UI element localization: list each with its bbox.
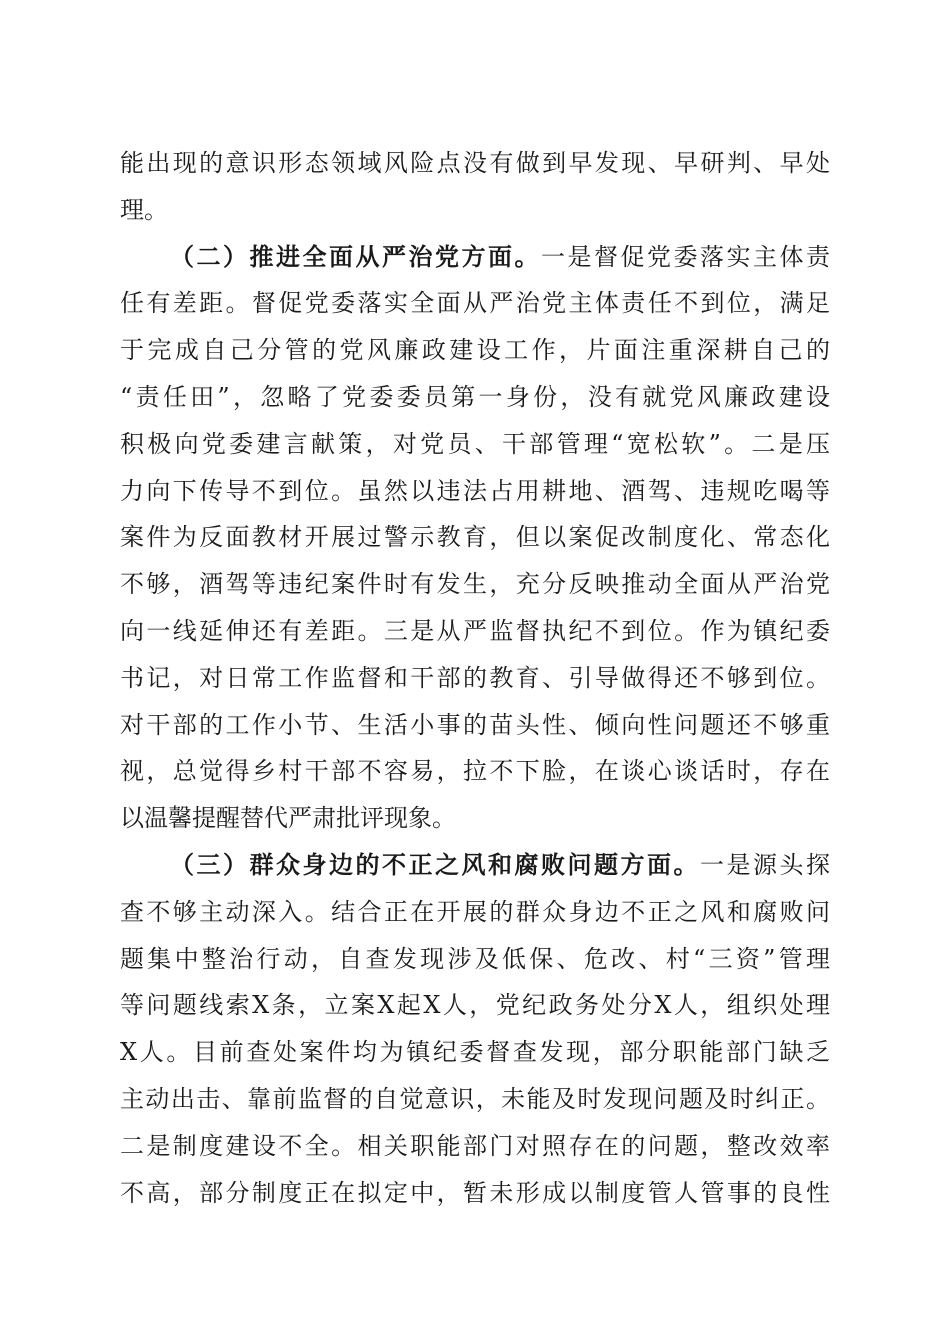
- text-line: 对干部的工作小节、生活小事的苗头性、倾向性问题还不够重: [120, 710, 830, 739]
- text-line: 案件为反面教材开展过警示教育，但以案促改制度化、常态化: [120, 523, 830, 552]
- text-line: 题集中整治行动，自查发现涉及低保、危改、村“三资”管理: [120, 944, 830, 973]
- text-line: 视，总觉得乡村干部不容易，拉不下脸，在谈心谈话时，存在: [120, 757, 830, 786]
- text-line: 主动出击、靠前监督的自觉意识，未能及时发现问题及时纠正。: [120, 1084, 830, 1113]
- text-line: 书记，对日常工作监督和干部的教育、引导做得还不够到位。: [120, 663, 830, 692]
- body-text: [120, 140, 830, 1216]
- text-line: 于完成自己分管的党风廉政建设工作，片面注重深耕自己的: [120, 336, 830, 365]
- text-line: 不高，部分制度正在拟定中，暂未形成以制度管人管事的良性: [120, 1178, 830, 1207]
- text-line: 能出现的意识形态领域风险点没有做到早发现、早研判、早处: [120, 149, 830, 177]
- text-line: 二是制度建设不全。相关职能部门对照存在的问题，整改效率: [120, 1131, 830, 1160]
- text-line: “责任田”，忽略了党委委员第一身份，没有就党风廉政建设: [120, 382, 830, 411]
- section-3-first-line: [120, 842, 830, 889]
- text-line: X人。目前查处案件均为镇纪委督查发现，部分职能部门缺乏: [120, 1038, 830, 1067]
- text-line: 力向下传导不到位。虽然以违法占用耕地、酒驾、违规吃喝等: [120, 476, 830, 505]
- text-line: 等问题线索X条，立案X起X人，党纪政务处分X人，组织处理: [120, 991, 830, 1020]
- text-line: 查不够主动深入。结合正在开展的群众身边不正之风和腐败问: [120, 897, 830, 926]
- text-line: 任有差距。督促党委落实全面从严治党主体责任不到位，满足: [120, 289, 830, 318]
- text-line: 向一线延伸还有差距。三是从严监督执纪不到位。作为镇纪委: [120, 616, 830, 645]
- text-line: 理。: [120, 195, 168, 224]
- text-line: 以温馨提醒替代严肃批评现象。: [120, 804, 456, 833]
- text-line: 不够，酒驾等违纪案件时有发生，充分反映推动全面从严治党: [120, 570, 830, 599]
- section-2-first-line-rest: 一是督促党委落实主体责: [541, 242, 830, 271]
- section-2-heading: （二）推进全面从严治党方面。: [170, 241, 541, 271]
- section-3-heading: （三）群众身边的不正之风和腐败问题方面。: [170, 849, 700, 879]
- section-2-first-line: [120, 234, 830, 281]
- text-line: 积极向党委建言献策，对党员、干部管理“宽松软”。二是压: [120, 429, 830, 458]
- section-3-first-line-rest: 一是源头探: [700, 850, 830, 879]
